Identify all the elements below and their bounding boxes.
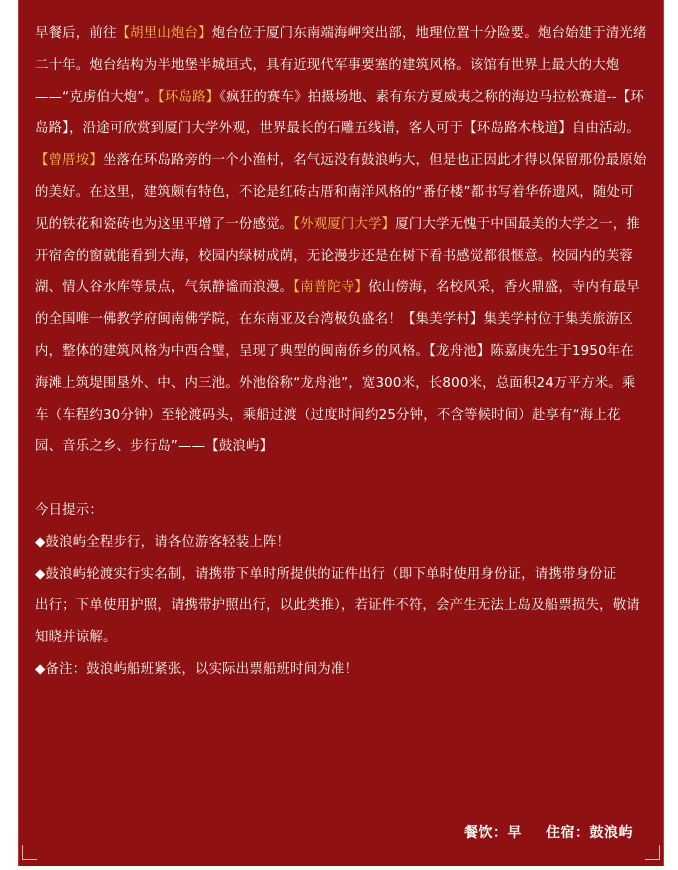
itinerary-panel: [18, 0, 664, 866]
spot-zengcuoan: 【曾厝垵】: [35, 153, 103, 169]
tip-item-continued: 出行；下单使用护照，请携带护照出行，以此类推），若证件不符，会产生无法上岛及船票损失，敬请知晓并谅解。: [35, 598, 640, 646]
meals-label: 餐饮：早: [464, 825, 522, 841]
spot-ring-island-road: 【环岛路】: [158, 89, 220, 105]
itinerary-content: [35, 18, 647, 686]
tip-item: ◆备注：鼓浪屿船班紧张，以实际出票船班时间为准！: [35, 661, 359, 677]
itinerary-text: 依山傍海，名校风采，香火鼎盛，寺内有最早的全国唯一佛教学府闽南佛学院，在东南亚及台湾极负盛名！【集美学村】集美学村位于集美旅游区内，整体的建筑风格为中西合璧，呈现了典型的闽南侨乡的风格。【龙舟池】陈嘉庚先生于1950年在海滩上筑堤围垦外、中、内三池。外池俗称“龙舟池”，宽300米，长800米，总面积24万平方米。乘车（车程约30分钟）至轮渡码头，乘船过渡（过度时间约25分钟，不含等候时间）赴享有“海上花园、音乐之乡、步行岛”——【鼓浪屿】: [35, 280, 640, 455]
meal-lodging-info: [464, 822, 633, 842]
corner-ornament: [22, 845, 37, 860]
itinerary-text: 厦门大学无愧于中国最美的大学之一，推开宿舍的窗就能看到大海，校园内绿树成荫，无论漫步还是在树下看书感觉都很惬意。校园内的芙蓉湖、情人谷水库等景点，气氛静谧而浪漫。: [35, 216, 640, 296]
itinerary-text: 早餐后，前往: [35, 26, 117, 41]
corner-ornament: [645, 845, 660, 860]
tips-title: 今日提示：: [35, 502, 103, 518]
itinerary-text: 《疯狂的赛车》拍摄场地、素有东方夏威夷之称的海边马拉松赛道--【环岛路】，沿途可欣赏到厦门大学外观，世界最长的石雕五线谱，客人可于【环岛路木栈道】自由活动。: [35, 89, 644, 137]
itinerary-paragraph: [35, 18, 647, 463]
spot-xiamen-university: 【外观厦门大学】: [293, 216, 396, 232]
tip-item: ◆鼓浪屿全程步行，请各位游客轻装上阵！: [35, 534, 291, 550]
itinerary-text: 炮台位于厦门东南端海岬突出部，地理位置十分险要。炮台始建于清光绪二十年。炮台结构为半地堡半城垣式，具有近现代军事要塞的建筑风格。该馆有世界上最大的大炮——“克虏伯大炮”。: [35, 26, 647, 105]
spot-hulishan-fort: 【胡里山炮台】: [116, 26, 212, 41]
spot-nanputuo-temple: 【南普陀寺】: [293, 280, 369, 296]
spacer: [35, 463, 647, 495]
tip-item: ◆鼓浪屿轮渡实行实名制，请携带下单时所提供的证件出行（即下单时使用身份证，请携带身份证: [35, 566, 617, 582]
itinerary-text: 坐落在环岛路旁的一个小渔村，名气远没有鼓浪屿大，但是也正因此才得以保留那份最原始的美好。在这里，建筑颇有特色，不论是红砖古厝和南洋风格的“番仔楼”都书写着华侨遗风，随处可见的铁花和瓷砖也为这里平增了一份感觉。: [35, 153, 647, 232]
lodging-label: 住宿：鼓浪屿: [546, 825, 633, 841]
